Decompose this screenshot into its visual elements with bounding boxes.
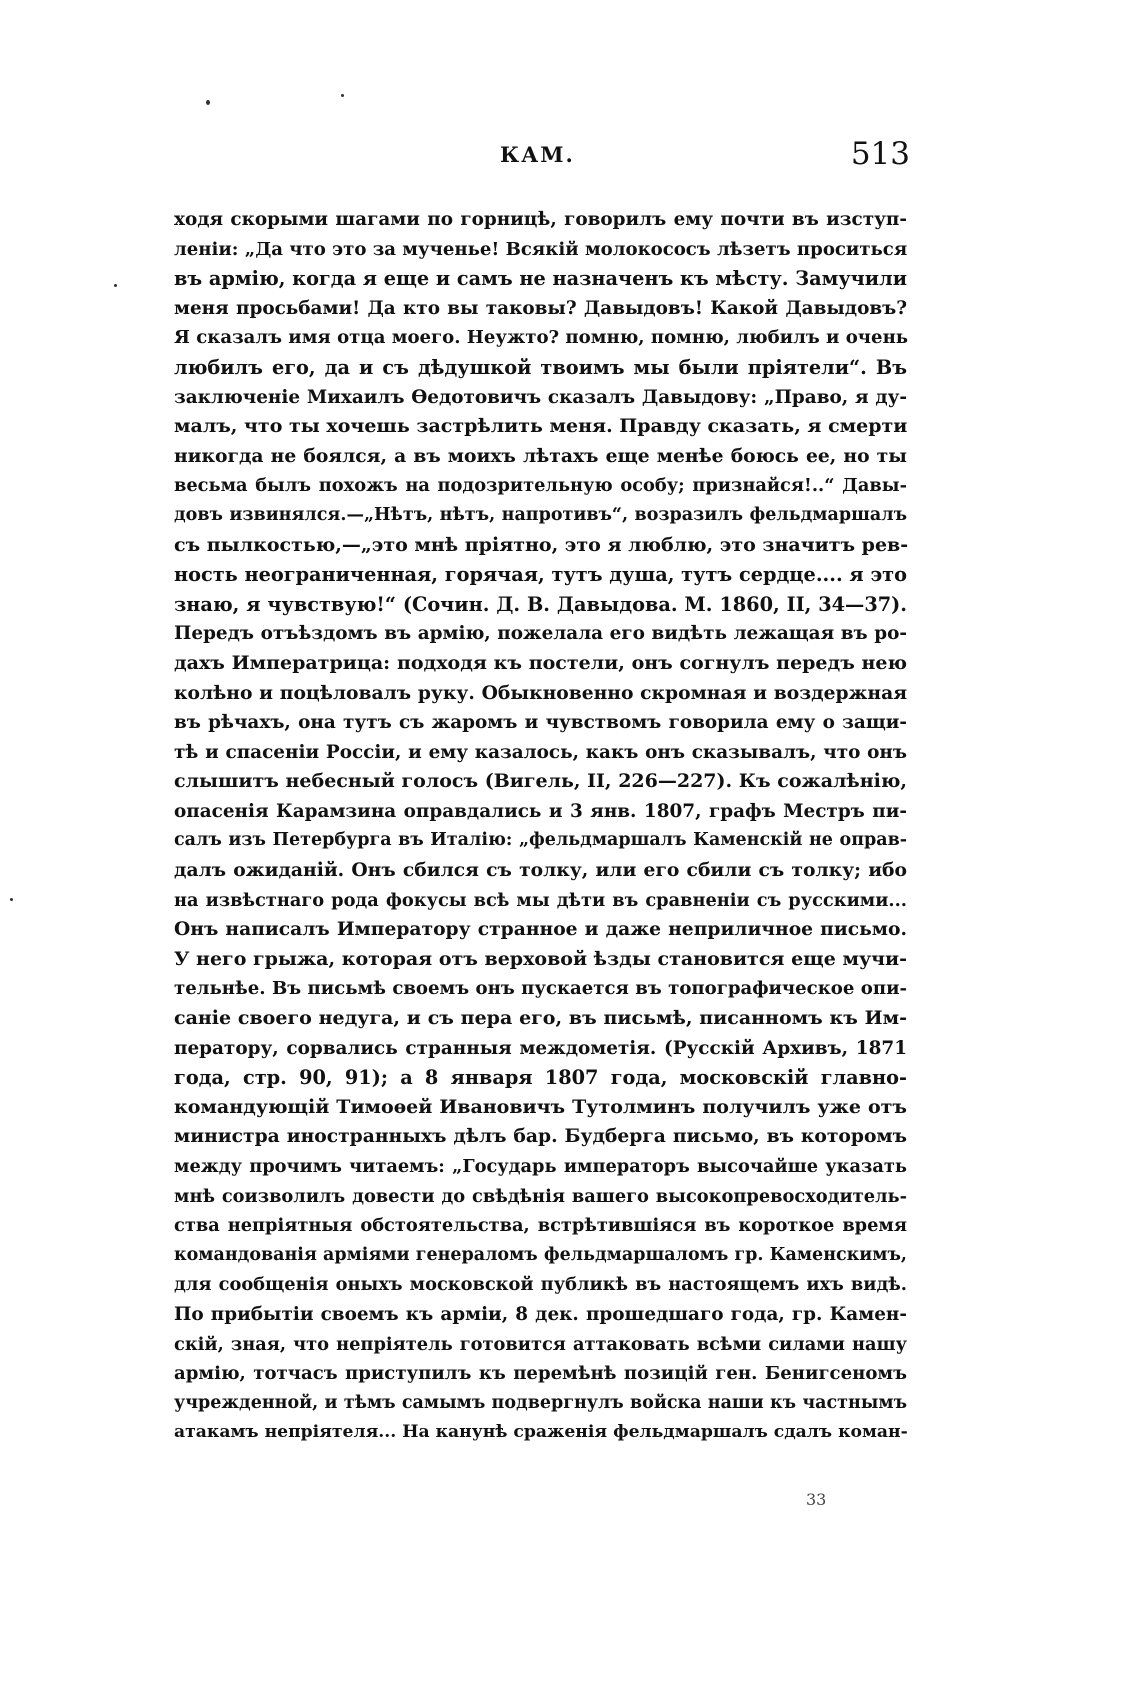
text-line: салъ изъ Петербурга въ Италію: „фельдмаршалъ Каменскій не оправ-	[174, 830, 907, 851]
page-header	[170, 136, 910, 176]
page-number: 513	[850, 136, 910, 172]
text-line: По прибытіи своемъ къ арміи, 8 дек. прошедшаго года, гр. Камен-	[174, 1303, 907, 1325]
text-line: довъ извинялся.—„Нѣтъ, нѣтъ, напротивъ“, возразилъ фельдмаршалъ	[174, 504, 907, 525]
text-line: знаю, я чувствую!“ (Сочин. Д. В. Давыдова. М. 1860, II, 34—37).	[174, 592, 907, 616]
text-line: У него грыжа, которая отъ верховой ѣзды становится еще мучи-	[174, 947, 907, 970]
text-line: армію, тотчасъ приступилъ къ перемѣнѣ позицій ген. Бенигсеномъ	[174, 1363, 907, 1385]
text-line: ператору, сорвались странныя междометія. (Русскій Архивъ, 1871	[174, 1037, 907, 1059]
body-text	[174, 205, 907, 1448]
text-line: колѣно и поцѣловалъ руку. Обыкновенно скромная и воздержная	[174, 681, 907, 704]
text-line: весьма былъ похожъ на подозрительную особу; признайся!..“ Давы-	[174, 475, 907, 497]
text-line: малъ, что ты хочешь застрѣлить меня. Правду сказать, я смерти	[174, 415, 908, 438]
text-line: учрежденной, и тѣмъ самымъ подвергнулъ войска наши къ частнымъ	[174, 1392, 907, 1413]
text-line: между прочимъ читаемъ: „Государь императоръ высочайше указать	[174, 1156, 907, 1177]
text-line: Передъ отъѣздомъ въ армію, пожелала его видѣть лежащая въ ро-	[174, 623, 907, 645]
text-line: дахъ Императрица: подходя къ постели, онъ согнулъ передъ нею	[174, 651, 907, 674]
ink-speck	[341, 94, 344, 97]
text-line: саніе своего недуга, и съ пера его, въ письмѣ, писанномъ къ Им-	[174, 1007, 907, 1030]
text-line: Я сказалъ имя отца моего. Неужто? помню, помню, любилъ и очень	[174, 327, 909, 349]
running-head: КАМ.	[500, 142, 575, 167]
text-line: далъ ожиданій. Онъ сбился съ толку, или его сбили съ толку; ибо	[174, 859, 907, 882]
text-line: слышитъ небесный голосъ (Вигель, II, 226—227). Къ сожалѣнію,	[174, 770, 907, 793]
text-line: для сообщенія оныхъ московской публикѣ въ настоящемъ ихъ видѣ.	[174, 1274, 907, 1296]
text-line: съ пылкостью,—„это мнѣ пріятно, это я люблю, это значитъ рев-	[174, 533, 909, 556]
text-line: любилъ его, да и съ дѣдушкой твоимъ мы были пріятели“. Въ	[174, 355, 907, 379]
text-line: года, стр. 90, 91); а 8 января 1807 года, московскій главно-	[174, 1066, 907, 1090]
text-line: мнѣ соизволилъ довести до свѣдѣнія вашего высокопревосходитель-	[174, 1185, 907, 1207]
text-line: ность неограниченная, горячая, тутъ душа, тутъ сердце.... я это	[174, 563, 907, 587]
text-line: атакамъ непріятеля... На канунѣ сраженія фельдмаршалъ сдалъ коман-	[174, 1422, 908, 1443]
ink-speck	[114, 284, 117, 287]
text-line: никогда не боялся, а въ моихъ лѣтахъ еще менѣе боюсь ее, но ты	[174, 444, 907, 467]
text-line: командующій Тимоѳей Ивановичъ Тутолминъ получилъ уже отъ	[174, 1095, 907, 1118]
ink-speck	[10, 898, 13, 901]
ink-speck	[206, 100, 210, 105]
text-line: тѣ и спасеніи Россіи, и ему казалось, какъ онъ сказывалъ, что онъ	[174, 741, 907, 763]
signature-mark-fragment: 33	[806, 1490, 827, 1509]
text-line: заключеніе Михаилъ Ѳедотовичъ сказалъ Давыдову: „Право, я ду-	[174, 386, 907, 408]
text-line: на извѣстнаго рода фокусы всѣ мы дѣти въ сравненіи съ русскими...	[174, 889, 907, 911]
text-line: въ рѣчахъ, она тутъ съ жаромъ и чувствомъ говорила ему о защи-	[174, 712, 907, 734]
text-line: леніи: „Да что это за мученье! Всякій молокососъ лѣзетъ проситься	[174, 238, 908, 260]
text-line: Онъ написалъ Императору странное и даже неприличное письмо.	[174, 918, 907, 941]
text-line: меня просьбами! Да кто вы таковы? Давыдовъ! Какой Давыдовъ?	[174, 297, 907, 319]
text-line: командованія арміями генераломъ фельдмаршаломъ гр. Каменскимъ,	[174, 1244, 907, 1265]
text-line: министра иностранныхъ дѣлъ бар. Будберга письмо, въ которомъ	[174, 1125, 907, 1148]
text-line: тельнѣе. Въ письмѣ своемъ онъ пускается въ топографическое опи-	[174, 978, 907, 1000]
text-line: скій, зная, что непріятель готовится аттаковать всѣми силами нашу	[174, 1333, 907, 1355]
text-line: ходя скорыми шагами по горницѣ, говорилъ ему почти въ изступ-	[174, 209, 907, 230]
text-line: ства непріятныя обстоятельства, встрѣтившіяся въ короткое время	[174, 1215, 907, 1237]
text-line: опасенія Карамзина оправдались и 3 янв. 1807, графъ Местръ пи-	[174, 800, 907, 822]
text-line: въ армію, когда я еще и самъ не назначенъ къ мѣсту. Замучили	[174, 267, 907, 291]
